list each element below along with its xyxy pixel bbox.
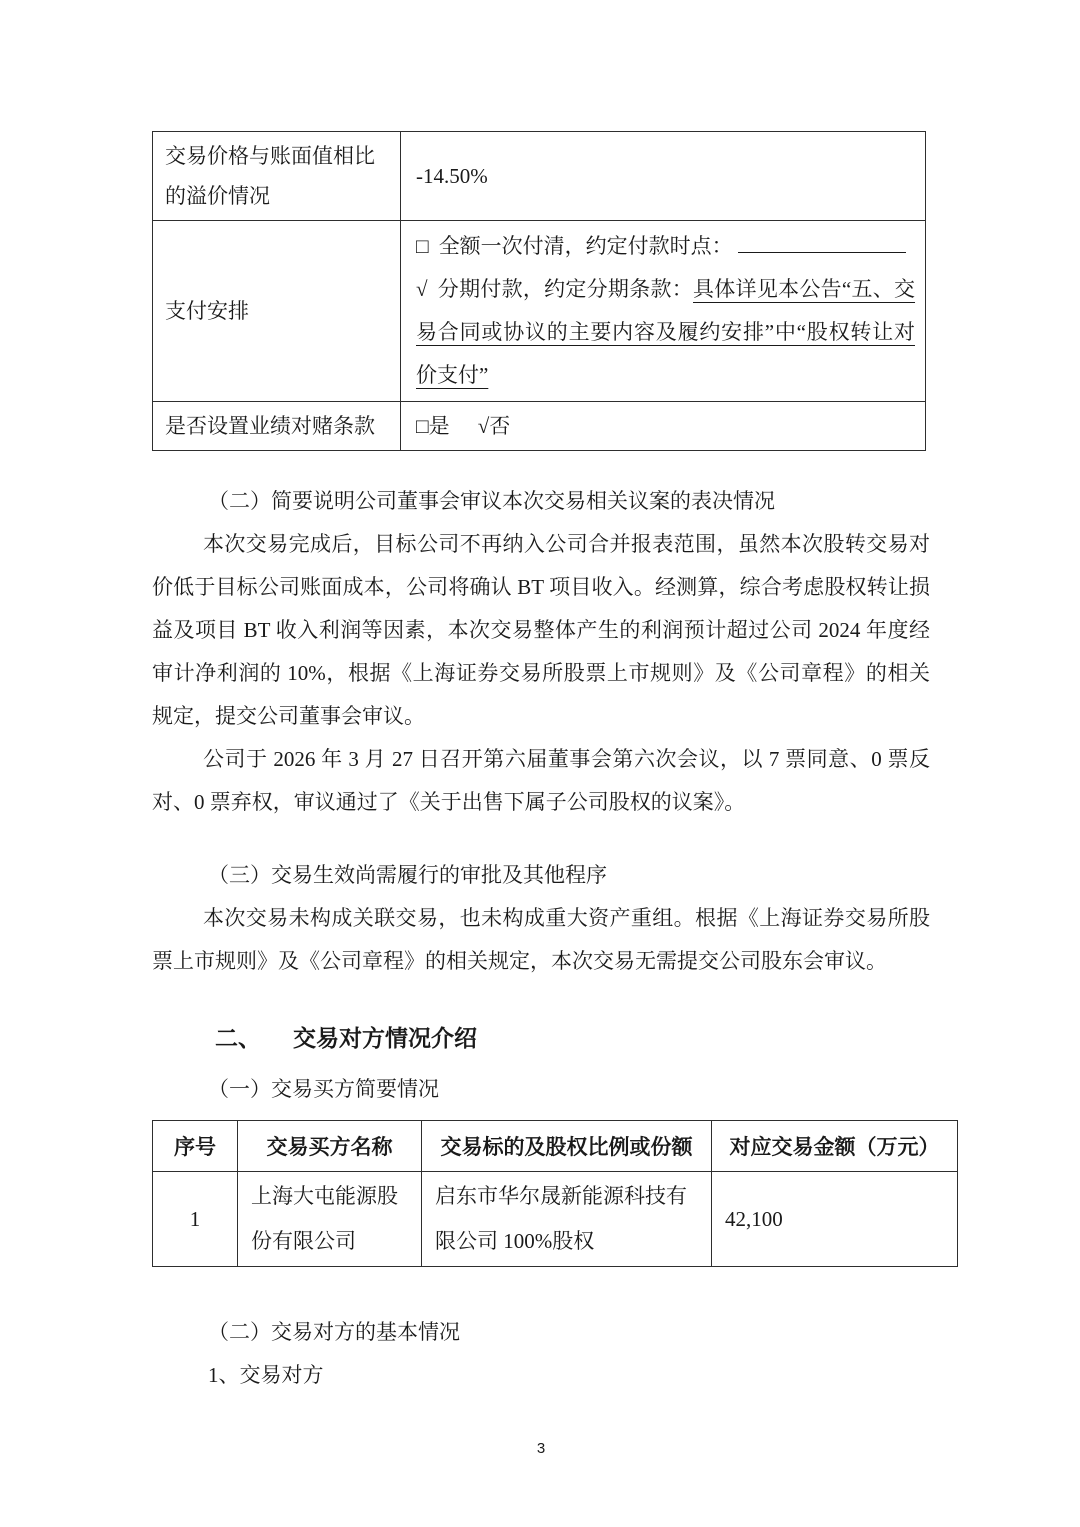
buyer-table-row — [153, 1172, 958, 1267]
checkmark-icon: √ — [416, 277, 428, 301]
premium-value: -14.50% — [401, 132, 926, 221]
header-no: 序号 — [153, 1121, 238, 1172]
section2-paragraph-1: 本次交易完成后，目标公司不再纳入公司合并报表范围，虽然本次股转交易对价低于目标公司账面成本，公司将确认 BT 项目收入。经测算，综合考虑股权转让损益及项目 BT 收入利润等因素，本次交易整体产生的利润预计超过公司 2024 年度经审计净利润的 10%，根据《上海证券交易所股票上市规则》及《公司章程》的相关规定，提交公司董事会审议。 — [152, 532, 930, 728]
chapter2-heading — [152, 1017, 930, 1060]
premium-label: 交易价格与账面值相比的溢价情况 — [153, 132, 401, 221]
payment-options-cell — [401, 221, 926, 402]
section2-heading: （二）简要说明公司董事会审议本次交易相关议案的表决情况 — [208, 489, 775, 513]
table-row-bet-clause — [153, 402, 926, 451]
header-amount: 对应交易金额（万元） — [712, 1121, 958, 1172]
chapter2-title: 交易对方情况介绍 — [293, 1026, 477, 1051]
header-target-equity: 交易标的及股权比例或份额 — [422, 1121, 712, 1172]
bet-clause-value — [401, 402, 926, 451]
payment-option-installment-label: 分期付款，约定分期条款： — [437, 277, 694, 301]
transaction-detail-table — [152, 131, 926, 451]
item1-heading: 1、交易对方 — [208, 1363, 324, 1387]
section3-paragraph-1: 本次交易未构成关联交易，也未构成重大资产重组。根据《上海证券交易所股票上市规则》及《公司章程》的相关规定，本次交易无需提交公司股东会审议。 — [152, 906, 930, 973]
payment-option-installment — [416, 268, 915, 397]
blank-line-spacer — [152, 824, 930, 854]
bet-option-no: √否 — [477, 414, 511, 438]
payment-option-full-label: 全额一次付清，约定付款时点： — [438, 234, 733, 258]
table-row-payment — [153, 221, 926, 402]
payment-label: 支付安排 — [153, 221, 401, 402]
table-row-premium — [153, 132, 926, 221]
bet-clause-label: 是否设置业绩对赌条款 — [153, 402, 401, 451]
cell-target-equity: 启东市华尔晟新能源科技有限公司 100%股权 — [422, 1172, 712, 1267]
blank-fill-line — [738, 231, 906, 253]
buyer-summary-table — [152, 1120, 958, 1267]
cell-amount: 42,100 — [712, 1172, 958, 1267]
cell-buyer-name: 上海大屯能源股份有限公司 — [238, 1172, 422, 1267]
bet-option-yes: □是 — [416, 414, 450, 438]
chapter2-sub1-heading: （一）交易买方简要情况 — [208, 1077, 439, 1101]
payment-installment-reference: 具体详见本公告“五、交易合同或协议的主要内容及履约安排”中“股权转让对价支付” — [416, 277, 916, 387]
checkbox-unchecked-icon: □ — [416, 234, 429, 258]
section3-heading: （三）交易生效尚需履行的审批及其他程序 — [208, 863, 607, 887]
page-number: 3 — [536, 1440, 546, 1457]
payment-option-full — [416, 225, 915, 268]
buyer-table-header-row — [153, 1121, 958, 1172]
chapter2-sub2-heading: （二）交易对方的基本情况 — [208, 1320, 460, 1344]
header-buyer-name: 交易买方名称 — [238, 1121, 422, 1172]
chapter2-number: 二、 — [215, 1026, 261, 1051]
cell-no: 1 — [153, 1172, 238, 1267]
section2-paragraph-2: 公司于 2026 年 3 月 27 日召开第六届董事会第六次会议，以 7 票同意、0 票反对、0 票弃权，审议通过了《关于出售下属子公司股权的议案》。 — [152, 747, 930, 814]
